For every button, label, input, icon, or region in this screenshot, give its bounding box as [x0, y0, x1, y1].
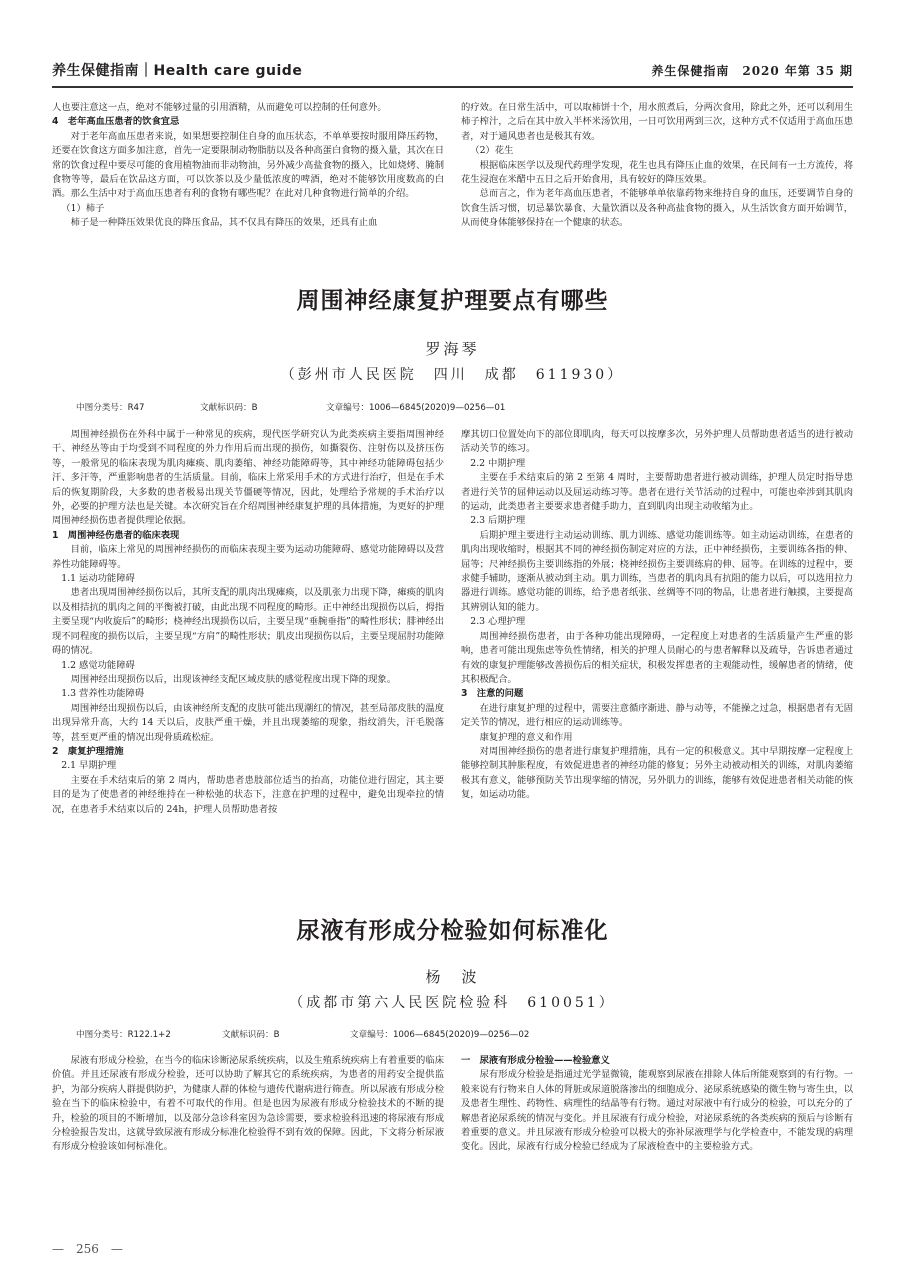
- section-heading: 一 尿液有形成分检验——检验意义: [461, 1055, 610, 1066]
- subsection-heading: 2.1 早期护理: [61, 760, 117, 772]
- subsection-heading: （1）柿子: [61, 202, 105, 214]
- paragraph: 周围神经损伤在外科中属于一种常见的疾病，现代医学研究认为此类疾病主要指周围神经干、神经丛等由于均受到不同程度的外力作用后而出现的损伤，如撕裂伤、注射伤以及挤压伤等，一般常见的临床表现为肌肉瘫痪、肌肉萎缩、神经功能障碍等，其中神经功能障碍包括少汗、多汗等，严重影响患者的生活质量。目前，临床上常采用手术的方式进行治疗，但是在手术后的恢复期阶段，大多数的患者极易出现关节僵硬等情况，因此，处理给予常规的手术治疗以外，必要的护理方法也是关键。本次研究旨在介绍周围神经康复护理的具体措施，为更好的护理周围神经损伤患者提供理论依据。: [52, 429, 444, 527]
- article2-affiliation: （成都市第六人民医院检验科 610051）: [289, 995, 616, 1011]
- prev-article-right-column: [461, 101, 853, 261]
- paragraph: 柿子是一种降压效果优良的降压食品，其不仅具有降压的效果，还具有止血: [70, 217, 378, 229]
- article2-document-code: 文献标识码：B: [222, 1030, 280, 1040]
- paragraph: 对周围神经损伤的患者进行康复护理措施，具有一定的积极意义。其中早期按摩一定程度上能够控制其肿胀程度，有效促进患者的神经功能的修复；另外主动被动相关的训练，对肌肉萎缩极其有意义，能够预防关节出现挛缩的情况，另外肌力的训练，能够有效促进患者相关动能的恢复，如运动功能。: [461, 745, 853, 801]
- paragraph: 康复护理的意义和作用: [479, 731, 573, 743]
- article1-clc-number: 中图分类号：R47: [76, 403, 145, 413]
- paragraph: 总而言之，作为老年高血压患者，不能够单单依靠药物来维持自身的血压，还要调节自身的饮食生活习惯，切忌暴饮暴食、大量饮酒以及各种高盐食物的摄入，从生活饮食方面开始调节，从而使身体能够保持在一个健康的状态。: [461, 188, 853, 229]
- paragraph: 后期护理主要进行主动运动训练、肌力训练、感觉功能训练等。如主动运动训练，在患者的肌肉出现收缩时，根据其不同的神经损伤制定对应的方法，正中神经损伤，主要训练各指的伸、屈等；尺神经损伤主要训练指的外展；桡神经损伤主要训练肩的伸、屈等。在训练的过程中，要求健手辅助，逐渐从被动到主动。肌力训练，当患者的肌肉具有抗阻的能力以后，可以选用拉力器进行训练。感觉功能的训练，给予患者纸张、丝绸等不同的物品，让患者进行触摸，主要提高其辨别认知的能力。: [461, 529, 853, 613]
- subsection-heading: 1.3 营养性功能障碍: [61, 688, 145, 700]
- paragraph: 周围神经出现损伤以后，由该神经所支配的皮肤可能出现潮红的情况，甚至局部皮肤的温度出现异常升高，大约 14 天以后，皮肤严重干燥，并且出现萎缩的现象，指纹消失，汗毛脱落等，甚至更严重的情况出现骨质疏松症。: [52, 702, 444, 743]
- paragraph: 对于老年高血压患者来说，如果想要控制住自身的血压状态，不单单要按时服用降压药物，还要在饮食这方面多加注意，首先一定要限制动物脂肪以及各种高蛋白食物的摄入量，其次在日常的饮食过程中要尽可能的食用植物油而非动物油，另外减少高盐食物的摄入，比如烧烤、腌制食物等等，最后在饮品这方面，可以饮茶以及少量低浓度的啤酒，绝对不能够饮用度数高的白酒。那么生活中对于高血压患者有利的食物有哪些呢？在此对几种食物进行简单的介绍。: [52, 130, 444, 200]
- article2-left-column: [52, 1054, 444, 1224]
- prev-article-left-column: [52, 101, 444, 261]
- page-number: — 256 —: [52, 1242, 123, 1256]
- paragraph: 主要在手术结束后的第 2 至第 4 周时，主要帮助患者进行被动训练，护理人员定时指导患者进行关节的屈伸运动以及屈运动练习等。患者在进行关节活动的过程中，可能也牵涉到其肌肉的运动，此类患者主要要求患者健手助力，直到肌肉出现主动收缩为止。: [461, 472, 853, 513]
- paragraph: 周围神经损伤患者，由于各种功能出现障碍，一定程度上对患者的生活质量产生严重的影响，患者可能出现焦虑等负性情绪，相关的护理人员耐心的与患者解释以及疏导，告诉患者通过有效的康复护理能够改善损伤后的相关症状，积极发挥患者的主观能动性，缓解患者的情绪，使其积极配合。: [461, 630, 853, 685]
- paragraph: 根据临床医学以及现代药理学发现，花生也具有降压止血的效果，在民间有一土方流传，将花生浸泡在米醋中五日之后开始食用，具有较好的降压效果。: [461, 159, 853, 186]
- paragraph: 周围神经出现损伤以后，出现该神经支配区域皮肤的感觉程度出现下降的现象。: [70, 673, 396, 685]
- subsection-heading: 1.2 感觉功能障碍: [61, 659, 135, 671]
- paragraph: 人也要注意这一点，绝对不能够过量的引用酒精，从而避免可以控制的任何意外。: [52, 102, 387, 113]
- article2-clc-number: 中图分类号：R122.1+2: [76, 1030, 171, 1040]
- article1-affiliation: （彭州市人民医院 四川 成都 611930）: [280, 367, 625, 383]
- article1-left-column: [52, 428, 444, 860]
- subsection-heading: 2.2 中期护理: [470, 457, 526, 469]
- running-header: [52, 60, 853, 82]
- article1-author: 罗海琴: [425, 340, 480, 358]
- paragraph: 患者出现周围神经损伤以后，其所支配的肌肉出现瘫痪，以及肌张力出现下降，瘫痪的肌肉以及相拮抗的肌肉之间的平衡被打破，由此出现不同程度的畸形。正中神经出现损伤以后，拇指主要呈现“内收旋后”的畸形；桡神经出现损伤以后，主要呈现“垂腕垂指”的畸性形状；腓神经出现不同程度的损伤以后，主要呈现“方肩”的畸性形状；肌皮出现损伤以后，主要呈现屈肘功能障碍的情况。: [52, 587, 444, 657]
- article2-author: 杨 波: [425, 968, 480, 986]
- section-heading: 1 周围神经伤患者的临床表现: [52, 529, 180, 541]
- section-heading: 2 康复护理措施: [52, 745, 124, 757]
- subsection-heading: 2.3 后期护理: [470, 515, 526, 527]
- subsection-heading: 1.1 运动功能障碍: [61, 573, 135, 585]
- article1-article-number: 文章编号：1006—6845(2020)9—0256—01: [326, 403, 506, 413]
- paragraph: 目前，临床上常见的周围神经损伤的而临床表现主要为运动功能障碍、感觉功能障碍以及营养性功能障碍等。: [52, 544, 444, 570]
- journal-name: 养生保健指南｜Health care guide: [52, 63, 303, 79]
- section-heading: 4 老年高血压患者的饮食宜忌: [52, 116, 180, 128]
- subsection-heading: （2）花生: [470, 145, 514, 157]
- article2-article-number: 文章编号：1006—6845(2020)9—0256—02: [350, 1030, 530, 1040]
- article2-title: 尿液有形成分检验如何标准化: [296, 918, 609, 944]
- paragraph: 摩其切口位置处向下的部位即肌肉，每天可以按摩多次，另外护理人员帮助患者适当的进行被动活动关节的练习。: [461, 429, 853, 455]
- paragraph: 的疗效。在日常生活中，可以取柿饼十个，用水煎煮后，分两次食用，除此之外，还可以利用生柿子榨汁，之后在其中放入半杯米汤饮用，一日可饮用两到三次，这种方式不仅适用于高血压患者，对于通风患者也是极其有效。: [461, 102, 853, 142]
- article1-title: 周围神经康复护理要点有哪些: [296, 288, 609, 314]
- article1-document-code: 文献标识码：B: [200, 403, 258, 413]
- issue-info: 养生保健指南 2020 年第 35 期: [651, 64, 853, 78]
- subsection-heading: 2.3 心理护理: [470, 616, 526, 628]
- paragraph: 主要在手术结束后的第 2 周内，帮助患者患肢部位适当的抬高，功能位进行固定，其主要目的是为了使患者的神经维持在一种松弛的状态下，注意在护理的过程中，避免出现牵拉的情况，在患者手术结束以后的 24h，护理人员帮助患者按: [52, 774, 444, 815]
- paragraph: 尿液有形成分检验，在当今的临床诊断泌尿系统疾病，以及生殖系统疾病上有着重要的临床价值。并且还尿液有形成分检验，还可以协助了解其它的系统疾病，为患者的用药安全提供监护，为部分疾病人群提供防护，为健康人群的体检与遗传代谢病进行筛查。所以尿液有形成分检验在当下的临床检验中，有着不可取代的作用。但是也因为尿液有形成分检验技术的不断的提升，检验的项目的不断增加，以及部分急诊科室因为急诊需要，要求检验科迅速的将尿液有形成分检验报告发出，这就导致尿液有形成分标准化检验得不到有效的保障。因此，下文将分析尿液有形成分检验该如何标准化。: [52, 1055, 444, 1153]
- paragraph: 在进行康复护理的过程中，需要注意循序渐进、静与动等，不能操之过急，根据患者有无固定关节的情况，进行相应的运动训练等。: [461, 702, 853, 729]
- article1-right-column: [461, 428, 853, 860]
- paragraph: 尿有形成分检验是指通过光学显微镜，能观察到尿液在排除人体后所能观察到的有行物。一般来说有行物来自人体的肾脏或尿道脱落渗出的细胞成分、泌尿系统感染的微生物与寄生虫，以及患者生理性、药物性、病理性的结晶等有行物。通过对尿液中有行成分的检验，可以充分的了解患者泌尿系统的情况与变化。并且尿液有行成分检验，对泌尿系统的各类疾病的预后与诊断有着重要的意义。并且尿液有形成分检验可以极大的弥补尿液理学与化学检查中，不能发现的病理变化。因此，尿液有行成分检验已经成为了尿液检查中的主要检验方式。: [461, 1069, 853, 1153]
- header-rule: [52, 86, 853, 88]
- article2-right-column: [461, 1054, 853, 1224]
- section-heading: 3 注意的问题: [461, 688, 524, 700]
